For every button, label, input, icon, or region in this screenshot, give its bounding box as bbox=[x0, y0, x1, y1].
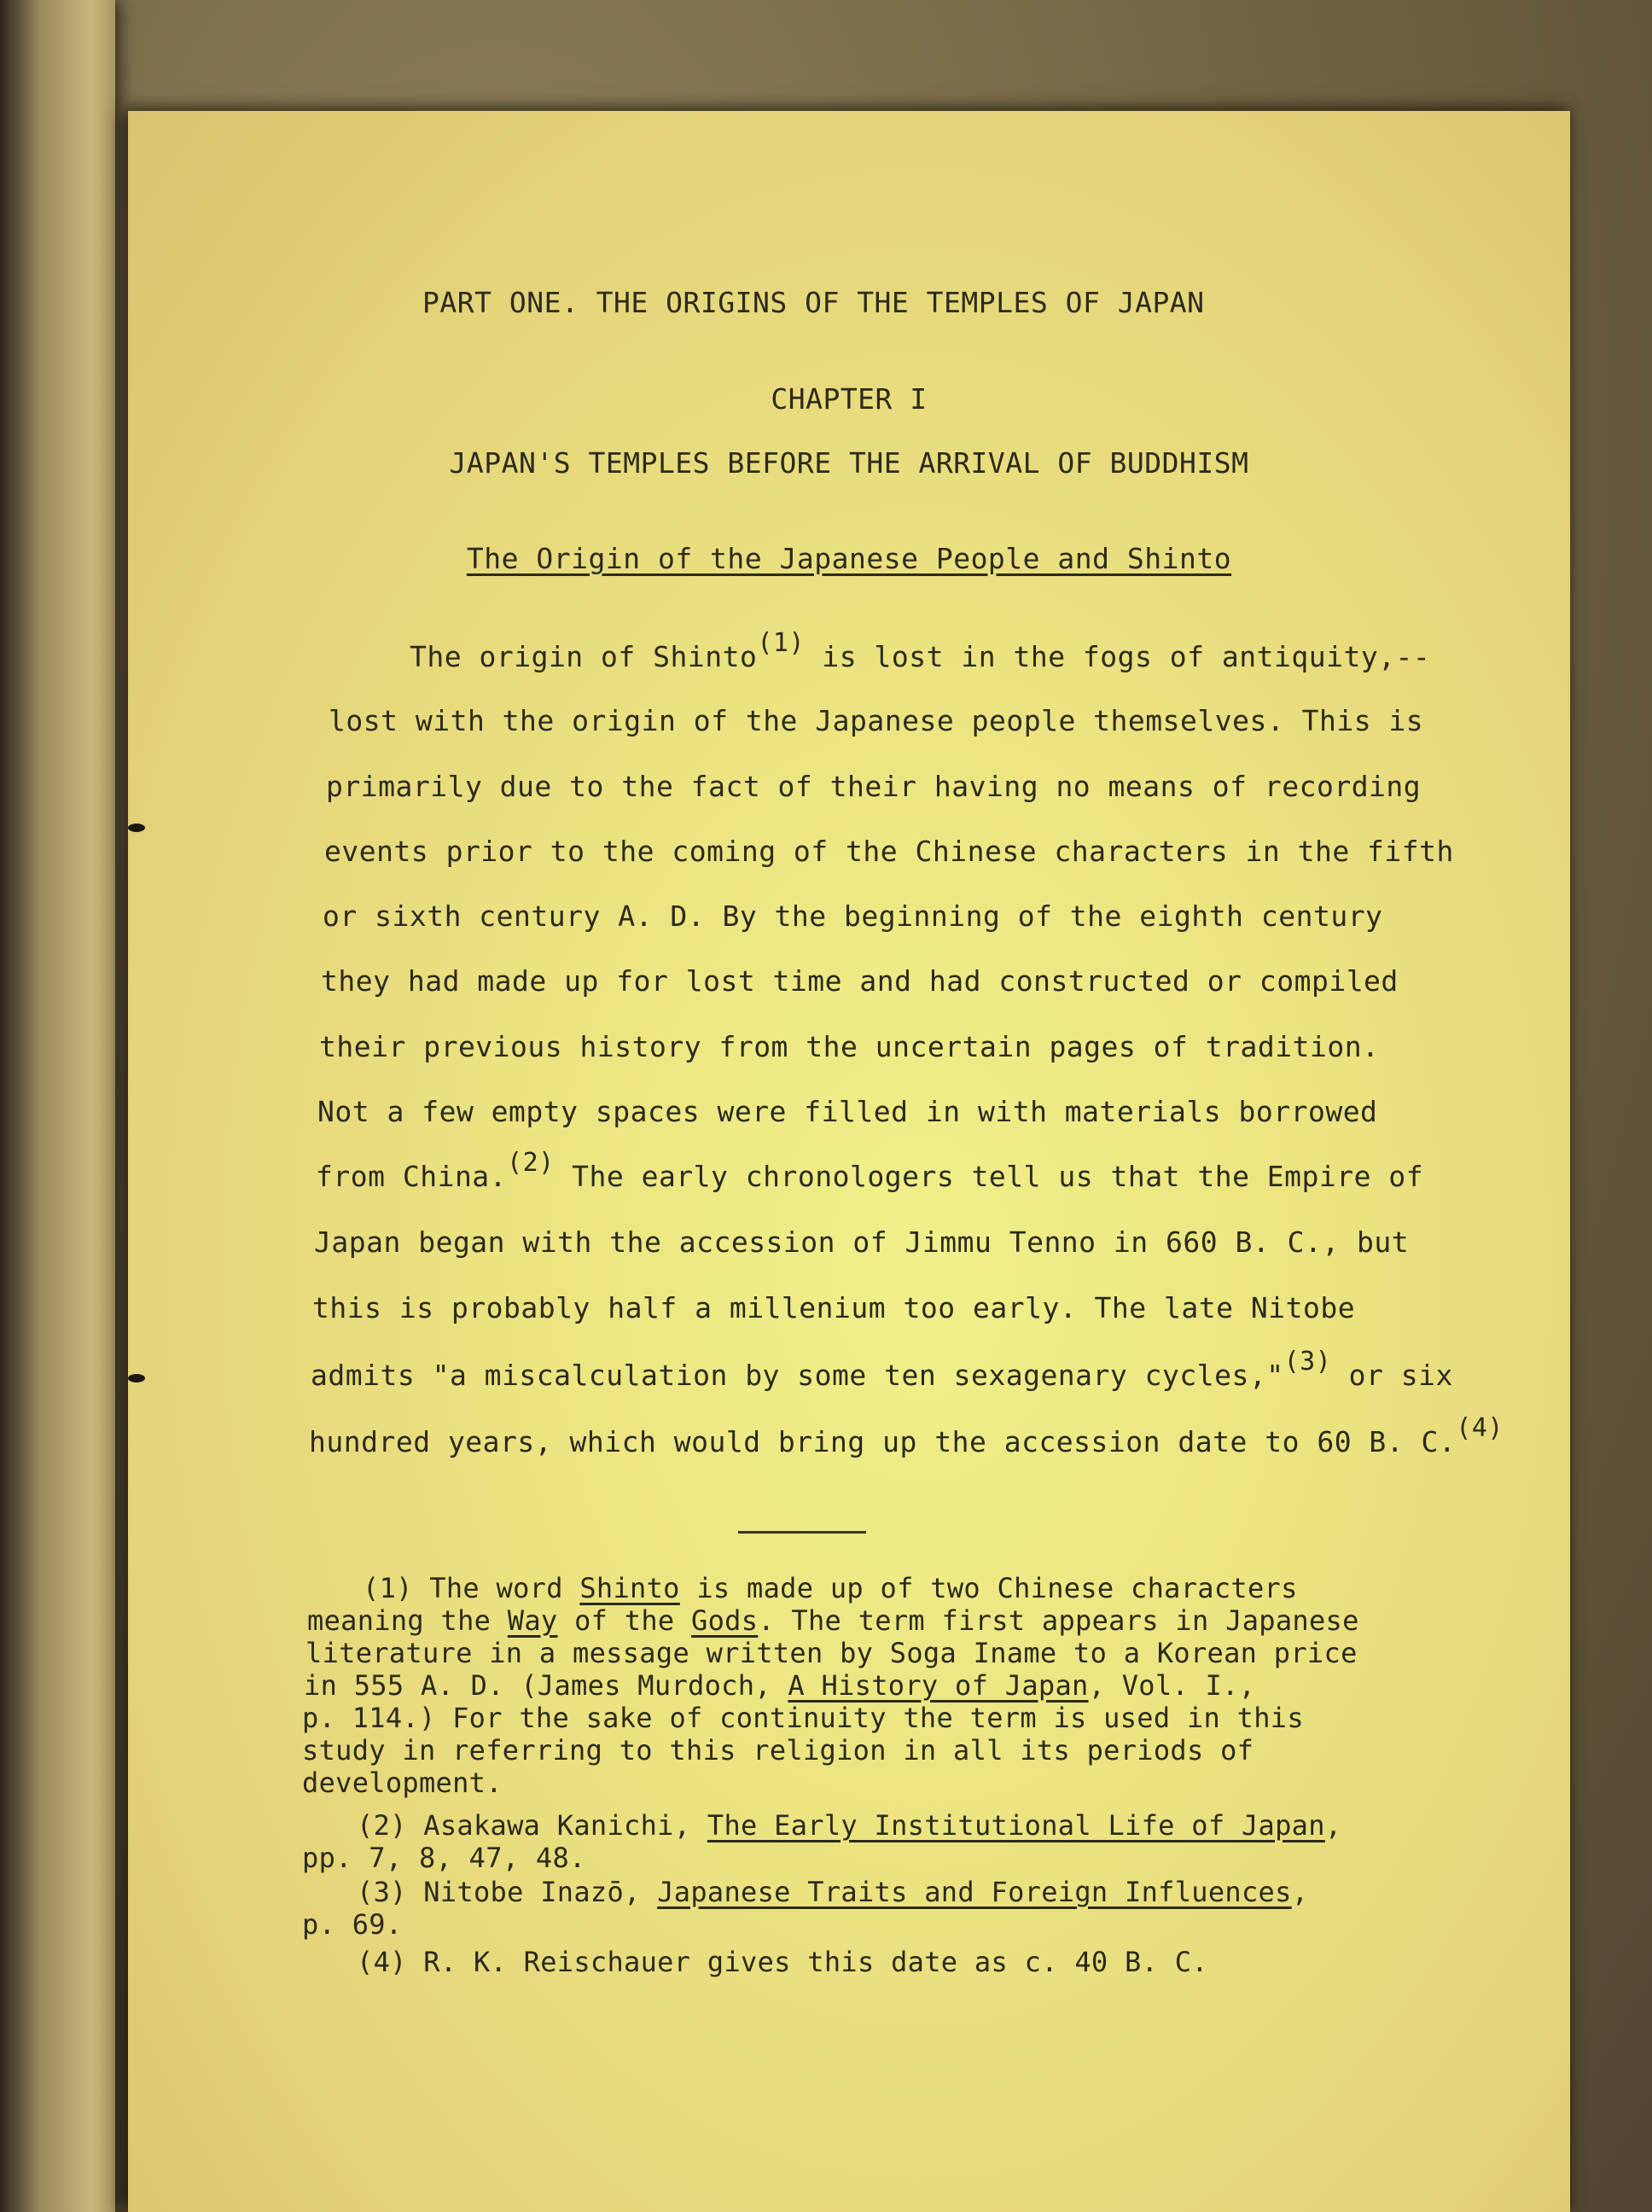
footnote-text: (2) Asakawa Kanichi, bbox=[357, 1809, 707, 1842]
footnote-1-line-7: development. bbox=[302, 1767, 503, 1799]
body-line-13 bbox=[309, 1413, 1504, 1458]
body-line-11: this is probably half a millenium too early. The late Nitobe bbox=[312, 1291, 1356, 1324]
footnote-2-line-2: pp. 7, 8, 47, 48. bbox=[302, 1842, 586, 1874]
footnote-3-line-2: p. 69. bbox=[302, 1908, 403, 1941]
footnote-term: Shinto bbox=[579, 1572, 680, 1604]
footnote-4: (4) R. K. Reischauer gives this date as c. 40 B. C. bbox=[357, 1946, 1208, 1978]
footnote-1-line-4 bbox=[304, 1669, 1255, 1702]
footnote-ref-2: (2) bbox=[507, 1148, 555, 1178]
body-line-4: events prior to the coming of the Chinese characters in the fifth bbox=[324, 835, 1454, 868]
body-line-7: their previous history from the uncertain pages of tradition. bbox=[319, 1030, 1380, 1063]
body-line-2: lost with the origin of the Japanese people themselves. This is bbox=[329, 704, 1424, 737]
footnote-text: , bbox=[1324, 1809, 1342, 1842]
footnote-text: (3) Nitobe Inazō, bbox=[357, 1876, 658, 1908]
body-text: The origin of Shinto bbox=[410, 640, 758, 673]
footnote-book-title: Japanese Traits and Foreign Influences bbox=[657, 1876, 1292, 1908]
footnote-1-line-5: p. 114.) For the sake of continuity the term is used in this bbox=[302, 1702, 1304, 1734]
body-line-6: they had made up for lost time and had constructed or compiled bbox=[321, 964, 1399, 998]
chapter-number: CHAPTER I bbox=[771, 382, 928, 416]
footnote-book-title: The Early Institutional Life of Japan bbox=[707, 1809, 1325, 1842]
footnote-text: , Vol. I., bbox=[1088, 1669, 1256, 1702]
typewritten-page bbox=[128, 111, 1570, 2212]
section-heading: The Origin of the Japanese People and Shinto bbox=[466, 542, 1232, 575]
footnote-2-line-1 bbox=[357, 1809, 1341, 1842]
footnote-book-title: A History of Japan bbox=[788, 1669, 1089, 1702]
body-text: The early chronologers tell us that the Empire of bbox=[554, 1160, 1424, 1193]
binding-hole bbox=[128, 824, 145, 832]
footnote-term: Way bbox=[507, 1604, 558, 1637]
footnote-ref-3: (3) bbox=[1283, 1347, 1332, 1377]
footnote-text: (1) The word bbox=[363, 1572, 580, 1604]
body-line-8: Not a few empty spaces were filled in with materials borrowed bbox=[317, 1095, 1378, 1128]
binding-hole bbox=[128, 1374, 145, 1382]
body-line-1 bbox=[410, 628, 1431, 673]
footnote-text: is made up of two Chinese characters bbox=[679, 1572, 1298, 1604]
footnote-text: . The term first appears in Japanese bbox=[758, 1604, 1359, 1637]
footnote-separator bbox=[738, 1531, 866, 1534]
footnote-text: in 555 A. D. (James Murdoch, bbox=[304, 1669, 788, 1702]
chapter-title: JAPAN'S TEMPLES BEFORE THE ARRIVAL OF BUDDHISM bbox=[449, 446, 1249, 480]
footnote-1-line-6: study in referring to this religion in all its periods of bbox=[302, 1734, 1254, 1767]
body-line-10: Japan began with the accession of Jimmu Tenno in 660 B. C., but bbox=[314, 1225, 1410, 1259]
footnote-1-line-3: literature in a message written by Soga Iname to a Korean price bbox=[305, 1637, 1358, 1669]
facing-page-edge bbox=[0, 0, 115, 2212]
body-text: or six bbox=[1331, 1359, 1453, 1392]
footnote-text: , bbox=[1291, 1876, 1309, 1908]
footnote-3-line-1 bbox=[357, 1876, 1308, 1908]
body-text: from China. bbox=[316, 1160, 508, 1193]
body-text: is lost in the fogs of antiquity,-- bbox=[805, 640, 1431, 673]
body-text: hundred years, which would bring up the accession date to 60 B. C. bbox=[309, 1425, 1457, 1458]
part-title: PART ONE. THE ORIGINS OF THE TEMPLES OF JAPAN bbox=[422, 286, 1205, 319]
footnote-1-line-1 bbox=[363, 1572, 1298, 1604]
body-text: admits "a miscalculation by some ten sexagenary cycles," bbox=[311, 1359, 1284, 1392]
body-line-9 bbox=[316, 1148, 1424, 1193]
footnote-text: of the bbox=[557, 1604, 692, 1637]
footnote-1-line-2 bbox=[307, 1604, 1359, 1637]
body-line-3: primarily due to the fact of their having no means of recording bbox=[326, 770, 1422, 803]
footnote-term: Gods bbox=[691, 1604, 759, 1637]
footnote-text: meaning the bbox=[307, 1604, 508, 1637]
body-line-12 bbox=[311, 1347, 1453, 1392]
footnote-ref-1: (1) bbox=[757, 628, 806, 658]
footnote-ref-4: (4) bbox=[1456, 1413, 1504, 1443]
body-line-5: or sixth century A. D. By the beginning of the eighth century bbox=[323, 899, 1383, 933]
